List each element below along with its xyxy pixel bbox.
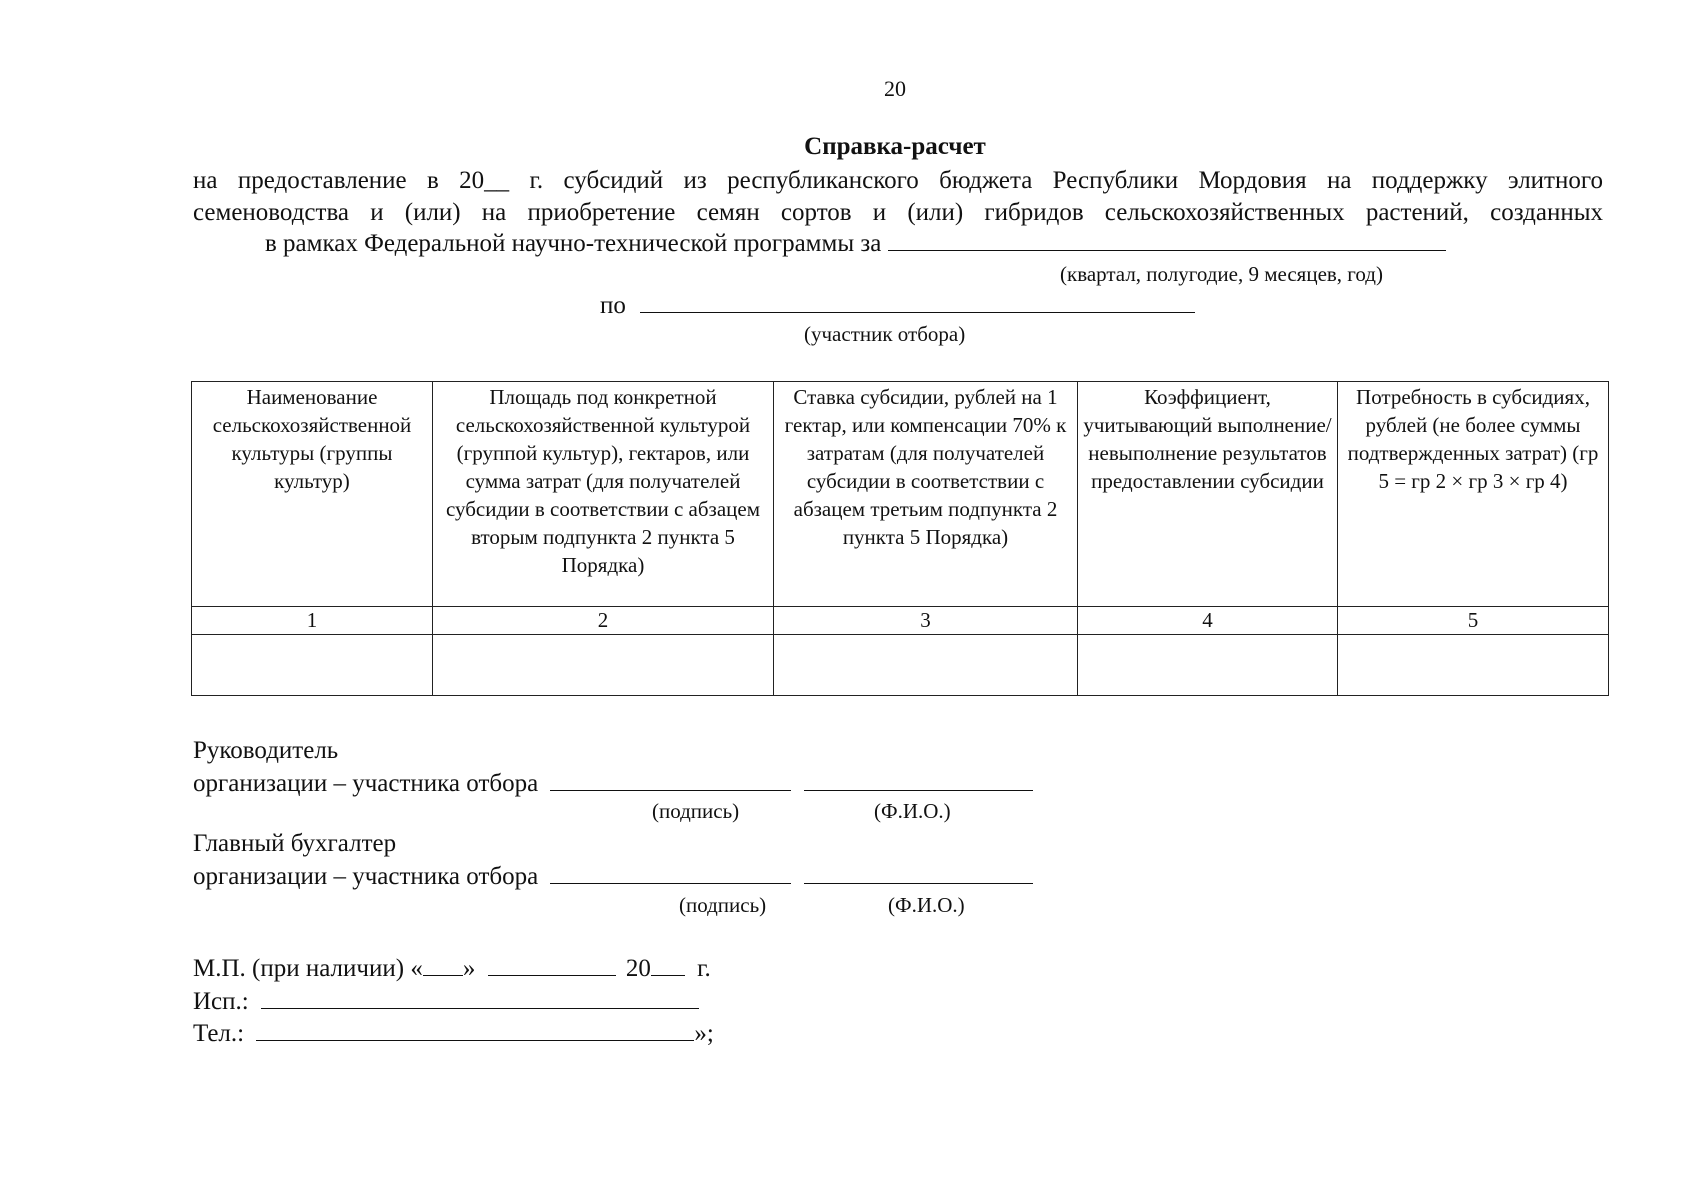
head-org-label: организации – участника отбора [193,770,539,797]
month-blank [488,955,616,976]
participant-note: (участник отбора) [804,322,966,346]
tel-end: »; [694,1020,714,1047]
column-number: 4 [1078,607,1338,635]
mp-year: 20 [625,955,651,982]
calculation-table [191,381,1609,696]
table-header-row [192,382,1609,607]
empty-cell[interactable] [192,635,433,696]
head-sign-note: (подпись) [652,799,740,823]
head-name-note: (Ф.И.О.) [874,799,951,823]
head-name-blank [804,770,1033,791]
mp-close: » [462,955,476,982]
po-label: по [600,292,626,319]
accountant-title: Главный бухгалтер [193,830,397,857]
table-row [192,635,1609,696]
empty-cell[interactable] [1078,635,1338,696]
stamp-date-row [193,955,711,983]
isp-label: Исп.: [193,988,249,1015]
head-signature-row [193,770,1033,798]
intro-line-3 [193,228,1603,260]
accountant-sign-note: (подпись) [679,893,767,917]
isp-row [193,988,699,1016]
document-title: Справка-расчет [804,133,986,160]
header-subsidy-need: Потребность в субсидиях, рублей (не более суммы подтвержденных затрат) (гр 5 = гр 2 × гр 3 × гр 4) [1338,382,1609,607]
header-coefficient: Коэффициент, учитывающий выполнение/ невыполнение результатов предоставлении субсидии [1078,382,1338,607]
mp-prefix: М.П. (при наличии) « [193,955,423,982]
intro-text [193,165,1603,260]
header-culture-name: Наименование сельскохозяйственной культуры (группы культур) [192,382,433,607]
accountant-org-label: организации – участника отбора [193,863,539,890]
intro-line-2: семеноводства и (или) на приобретение семян сортов и (или) гибридов сельскохозяйственных растений, созданных [193,198,1603,226]
period-note: (квартал, полугодие, 9 месяцев, год) [1060,262,1383,286]
accountant-name-blank [804,863,1033,884]
day-blank [423,955,463,976]
year-blank [651,955,685,976]
header-area: Площадь под конкретной сельскохозяйственной культурой (группой культур), гектаров, или сумма затрат (для получателей субсидии в соответствии с абзацем вторым подпункта 2 пункта 5 Порядка) [433,382,774,607]
header-subsidy-rate: Ставка субсидии, рублей на 1 гектар, или компенсации 70% к затратам (для получателей субсидии в соответствии с абзацем третьим подпункта 2 пункта 5 Порядка) [774,382,1078,607]
column-number-row [192,607,1609,635]
empty-cell[interactable] [1338,635,1609,696]
accountant-signature-blank [550,863,791,884]
accountant-name-note: (Ф.И.О.) [888,893,965,917]
column-number: 2 [433,607,774,635]
intro-line-1: на предоставление в 20__ г. субсидий из республиканского бюджета Республики Мордовия на поддержку элитного [193,167,1603,194]
mp-suffix: г. [697,955,711,982]
head-title: Руководитель [193,737,339,764]
page-number: 20 [884,76,906,101]
accountant-signature-row [193,863,1033,891]
period-blank-line [888,230,1446,251]
column-number: 1 [192,607,433,635]
empty-cell[interactable] [774,635,1078,696]
column-number: 3 [774,607,1078,635]
empty-cell[interactable] [433,635,774,696]
isp-blank [261,988,699,1009]
head-signature-blank [550,770,791,791]
tel-blank [256,1020,694,1041]
participant-blank-line [640,292,1195,313]
column-number: 5 [1338,607,1609,635]
tel-label: Тел.: [193,1020,245,1047]
po-row [600,292,1195,320]
intro-line-3-text: в рамках Федеральной научно-технической программы за [265,230,882,257]
tel-row [193,1020,714,1048]
